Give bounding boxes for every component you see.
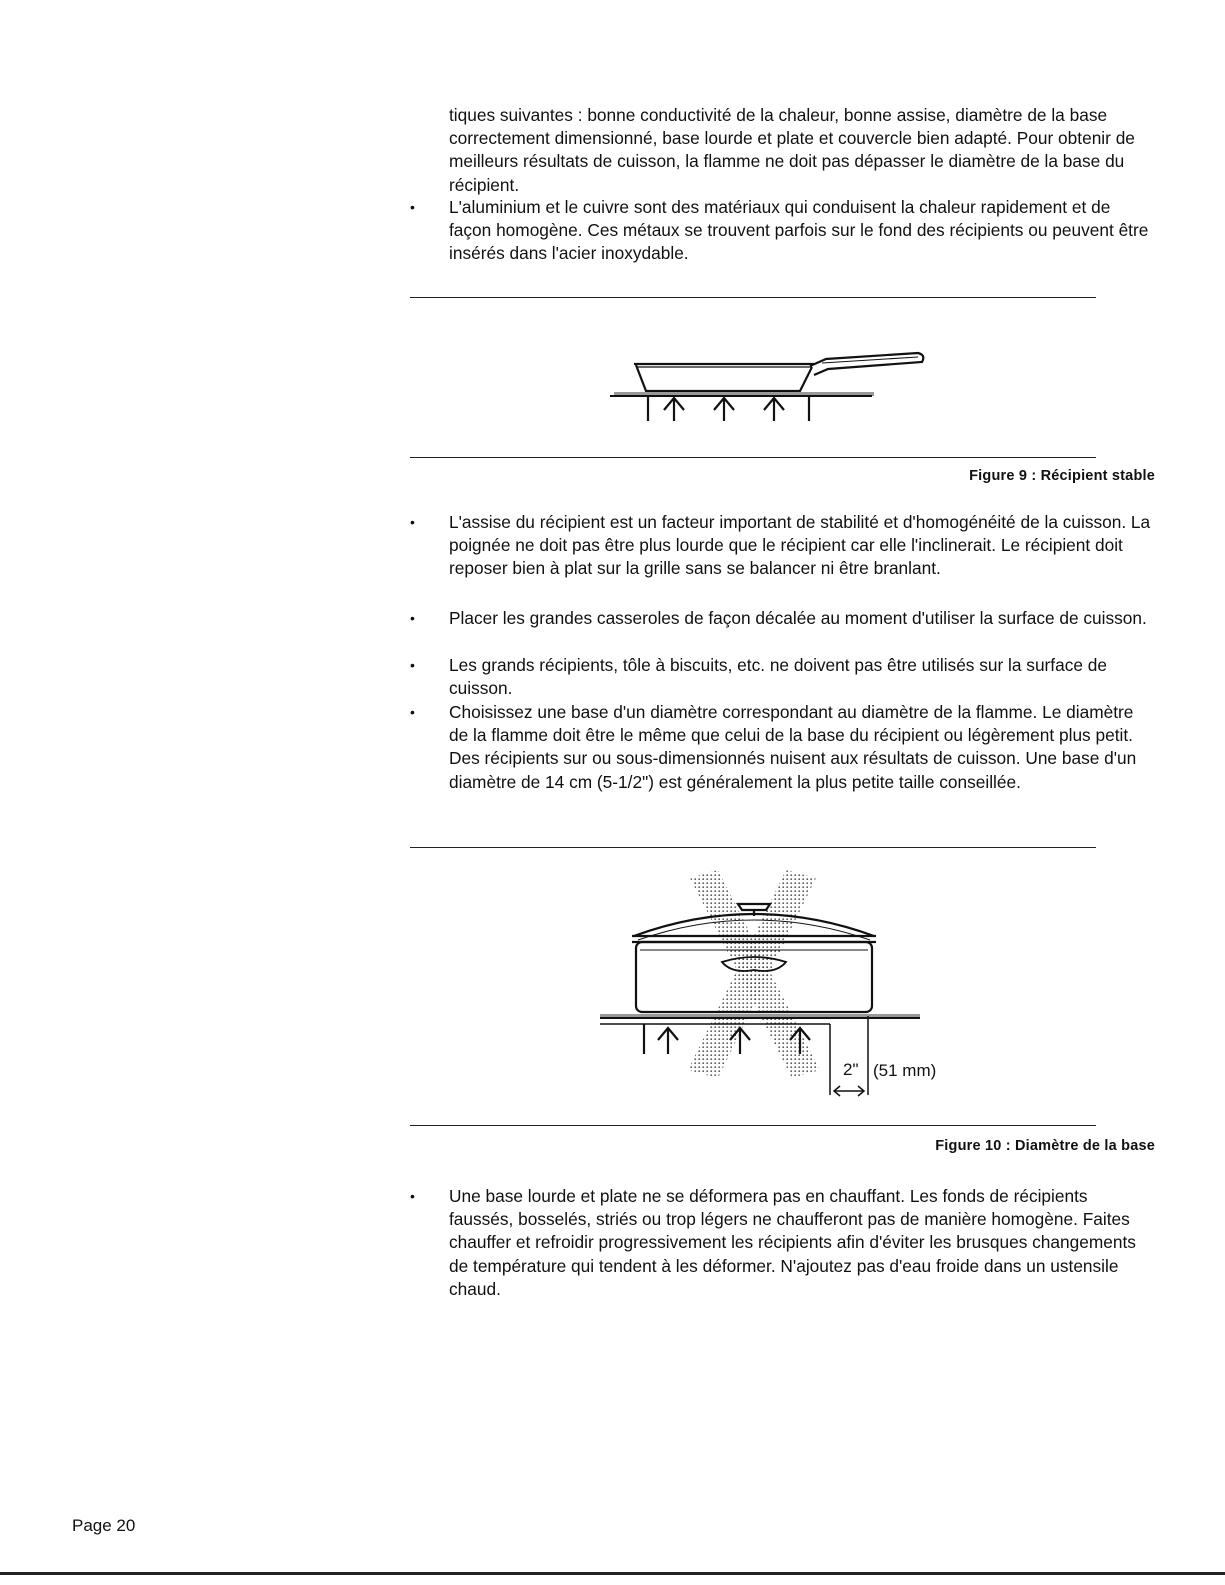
flame-arrow-icon bbox=[664, 398, 784, 421]
bullet-text: L'aluminium et le cuivre sont des matériaux qui conduisent la chaleur rapidement et de façon homogène. Ces métaux se trouvent parfois sur le fond des récipients ou peuvent être insérés dans l'acier inoxydable. bbox=[449, 197, 1149, 264]
frying-pan-icon bbox=[634, 353, 923, 391]
figure9-caption: Figure 9 : Récipient stable bbox=[969, 468, 1155, 484]
figure9-stable-pan-illustration bbox=[600, 345, 940, 430]
bullet-dot: • bbox=[410, 704, 415, 720]
bullet-text: Les grands récipients, tôle à biscuits, etc. ne doivent pas être utilisés sur la surface de cuisson. bbox=[449, 655, 1107, 699]
bullet-text: L'assise du récipient est un facteur important de stabilité et d'homogénéité de la cuisson. La poignée ne doit pas être plus lourde que le récipient car elle l'inclinerait. Le récipient doit reposer bien à plat sur la grille sans se balancer ni être branlant. bbox=[449, 512, 1151, 579]
dimension-arrow-icon bbox=[834, 1086, 864, 1096]
figure10-bottom-rule bbox=[410, 1125, 1096, 1126]
bullet-text: Placer les grandes casseroles de façon décalée au moment d'utiliser la surface de cuisson. bbox=[449, 608, 1147, 628]
bullet-dot: • bbox=[410, 1188, 415, 1204]
burner-grate bbox=[600, 1014, 920, 1095]
bullet-dot: • bbox=[410, 610, 415, 626]
figure9-bottom-rule bbox=[410, 457, 1096, 458]
bullet-text: Choisissez une base d'un diamètre correspondant au diamètre de la flamme. Le diamètre de la flamme doit être le même que celui de la base du récipient ou légèrement plus petit. Des récipients sur ou sous-dimensionnés nuisent aux résultats de cuisson. Une base d'un diamètre de 14 cm (5-1/2") est généralement la plus petite taille conseillée. bbox=[449, 702, 1137, 792]
dimension-inches-label: 2" bbox=[843, 1060, 859, 1079]
page-bottom-edge bbox=[0, 1572, 1225, 1575]
bullet-dot: • bbox=[410, 199, 415, 215]
figure10-caption: Figure 10 : Diamètre de la base bbox=[935, 1138, 1155, 1154]
figure9-top-rule bbox=[410, 297, 1096, 298]
dimension-mm-label: (51 mm) bbox=[873, 1061, 937, 1080]
bullet-text: Une base lourde et plate ne se déformera pas en chauffant. Les fonds de récipients faussés, bosselés, striés ou trop légers ne chaufferont pas de manière homogène. Faites chauffer et refroidir progressivement les récipients afin d'éviter les brusques changements de température qui tendent à les déformer. N'ajoutez pas d'eau froide dans un ustensile chaud. bbox=[449, 1186, 1136, 1299]
bullet-dot: • bbox=[410, 514, 415, 530]
intro-continuation-text: tiques suivantes : bonne conductivité de la chaleur, bonne assise, diamètre de la base correctement dimensionné, base lourde et plate et couvercle bien adapté. Pour obtenir de meilleurs résultats de cuisson, la flamme ne doit pas dépasser le diamètre de la base du récipient. bbox=[449, 105, 1135, 195]
figure10-top-rule bbox=[410, 847, 1096, 848]
burner-grate bbox=[610, 392, 874, 421]
bullet-dot: • bbox=[410, 657, 415, 673]
page-number: Page 20 bbox=[72, 1516, 136, 1535]
